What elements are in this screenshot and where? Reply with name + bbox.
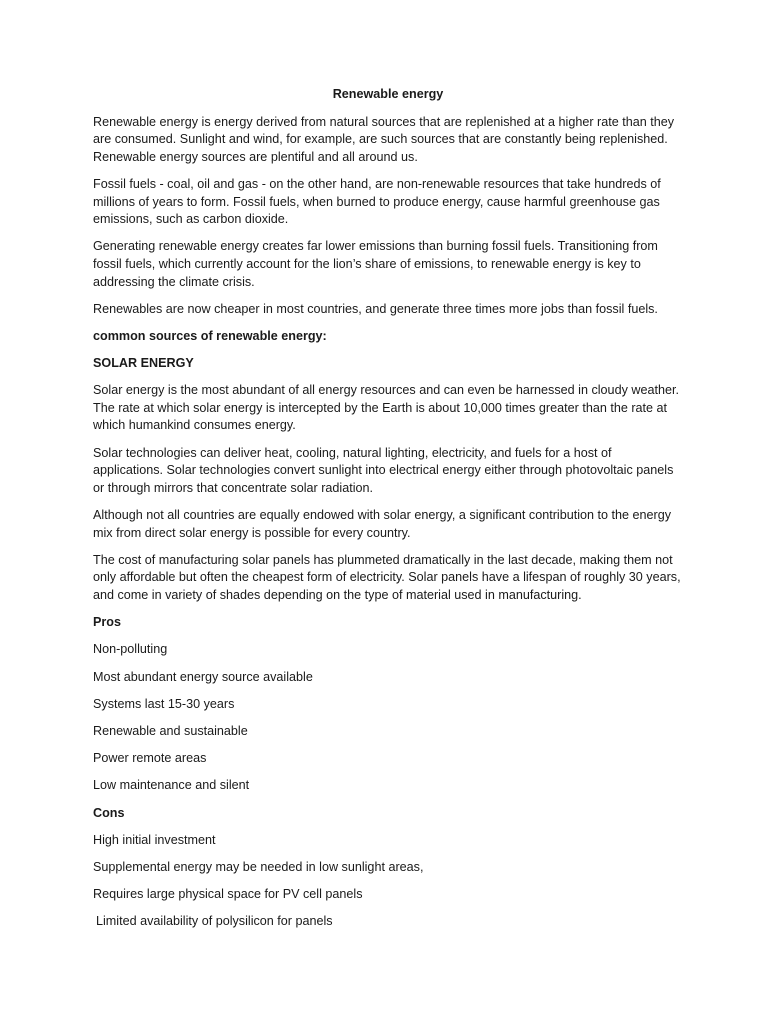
intro-paragraph-3: Generating renewable energy creates far lower emissions than burning fossil fuels. Transitioning from fossil fuels, which currently account for the lion’s share of emissions, to renewable energy is key to addressing the climate crisis. [93,239,658,289]
cons-item: Requires large physical space for PV cell panels [93,887,363,902]
pros-heading: Pros [93,615,121,630]
pros-item: Most abundant energy source available [93,669,313,684]
intro-paragraph-1: Renewable energy is energy derived from natural sources that are replenished at a higher rate than they are consumed. Sunlight and wind, for example, are such sources that are constantly being replenished. Renewable energy sources are plentiful and all around us. [93,114,675,164]
sources-heading: common sources of renewable energy: [93,328,327,343]
pros-item: Non-polluting [93,642,168,657]
cons-heading: Cons [93,805,125,820]
pros-item: Renewable and sustainable [93,723,248,738]
solar-paragraph-3: Although not all countries are equally endowed with solar energy, a significant contribution to the energy mix from direct solar energy is possible for every country. [93,508,672,540]
solar-heading: SOLAR ENERGY [93,356,194,371]
solar-paragraph-1: Solar energy is the most abundant of all energy resources and can even be harnessed in cloudy weather. The rate at which solar energy is intercepted by the Earth is about 10,000 times greater than the rate at which humankind consumes energy. [93,383,679,433]
solar-paragraph-2: Solar technologies can deliver heat, cooling, natural lighting, electricity, and fuels for a host of applications. Solar technologies convert sunlight into electrical energy either through photovoltaic panels or through mirrors that concentrate solar radiation. [93,445,674,495]
pros-item: Systems last 15-30 years [93,696,235,711]
cons-item: High initial investment [93,832,216,847]
document-title: Renewable energy [332,87,444,101]
solar-paragraph-4: The cost of manufacturing solar panels has plummeted dramatically in the last decade, making them not only affordable but often the cheapest form of electricity. Solar panels have a lifespan of roughly 30 years, and come in variety of shades depending on the type of material used in manufacturing. [93,552,681,602]
pros-item: Low maintenance and silent [93,778,250,793]
cons-item: Limited availability of polysilicon for panels [96,914,333,929]
intro-paragraph-2: Fossil fuels - coal, oil and gas - on the other hand, are non-renewable resources that take hundreds of millions of years to form. Fossil fuels, when burned to produce energy, cause harmful greenhouse gas emissions, such as carbon dioxide. [93,176,661,227]
intro-paragraph-4: Renewables are now cheaper in most countries, and generate three times more jobs than fossil fuels. [93,301,658,316]
cons-item: Supplemental energy may be needed in low sunlight areas, [93,859,424,874]
document-page [93,86,683,940]
pros-item: Power remote areas [93,751,207,766]
